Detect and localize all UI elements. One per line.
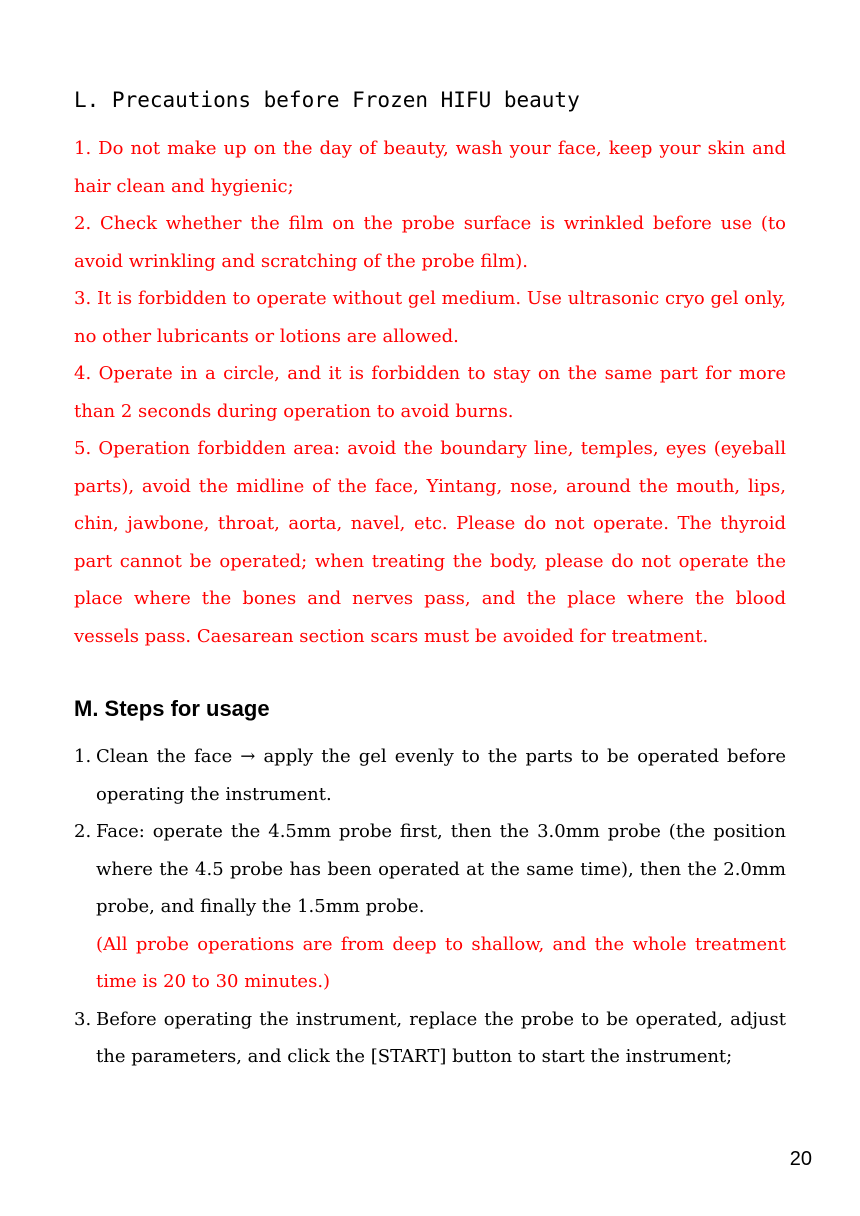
precaution-item: 1. Do not make up on the day of beauty, wash your face, keep your skin and hair clean and hygienic; [74, 138, 786, 197]
page-number: 20 [789, 1148, 812, 1170]
step-number: 3. [74, 1008, 92, 1030]
precaution-item: 3. It is forbidden to operate without gel medium. Use ultrasonic cryo gel only, no other lubricants or lotions are allowed. [74, 288, 786, 347]
steps-list [74, 738, 786, 1076]
precautions-list [74, 130, 786, 655]
section-m-heading: M. Steps for usage [74, 696, 270, 721]
step-item [74, 813, 786, 1001]
precaution-item: 2. Check whether the film on the probe surface is wrinkled before use (to avoid wrinkling and scratching of the probe film). [74, 213, 786, 272]
step-item [74, 738, 786, 813]
step-number: 1. [74, 746, 92, 767]
step-text: Clean the face → apply the gel evenly to the parts to be operated before operating the instrument. [96, 746, 786, 805]
step-text: Before operating the instrument, replace the probe to be operated, adjust the parameters, and click the [START] button to start the instrument; [96, 1008, 786, 1067]
section-l-heading: L. Precautions before Frozen HIFU beauty [74, 88, 580, 112]
step-note: (All probe operations are from deep to shallow, and the whole treatment time is 20 to 30 minutes.) [96, 933, 786, 992]
step-text: Face: operate the 4.5mm probe first, then the 3.0mm probe (the position where the 4.5 probe has been operated at the same time), then the 2.0mm probe, and finally the 1.5mm probe. [96, 821, 786, 917]
step-item [74, 1001, 786, 1076]
step-number: 2. [74, 821, 92, 842]
precaution-item: 5. Operation forbidden area: avoid the boundary line, temples, eyes (eyeball parts), avoid the midline of the face, Yintang, nose, around the mouth, lips, chin, jawbone, throat, aorta, navel, etc. Please do not operate. The thyroid part cannot be operated; when treating the body, please do not operate the place where the bones and nerves pass, and the place where the blood vessels pass. Caesarean section scars must be avoided for treatment. [74, 438, 786, 647]
precaution-item: 4. Operate in a circle, and it is forbidden to stay on the same part for more than 2 seconds during operation to avoid burns. [74, 363, 786, 422]
